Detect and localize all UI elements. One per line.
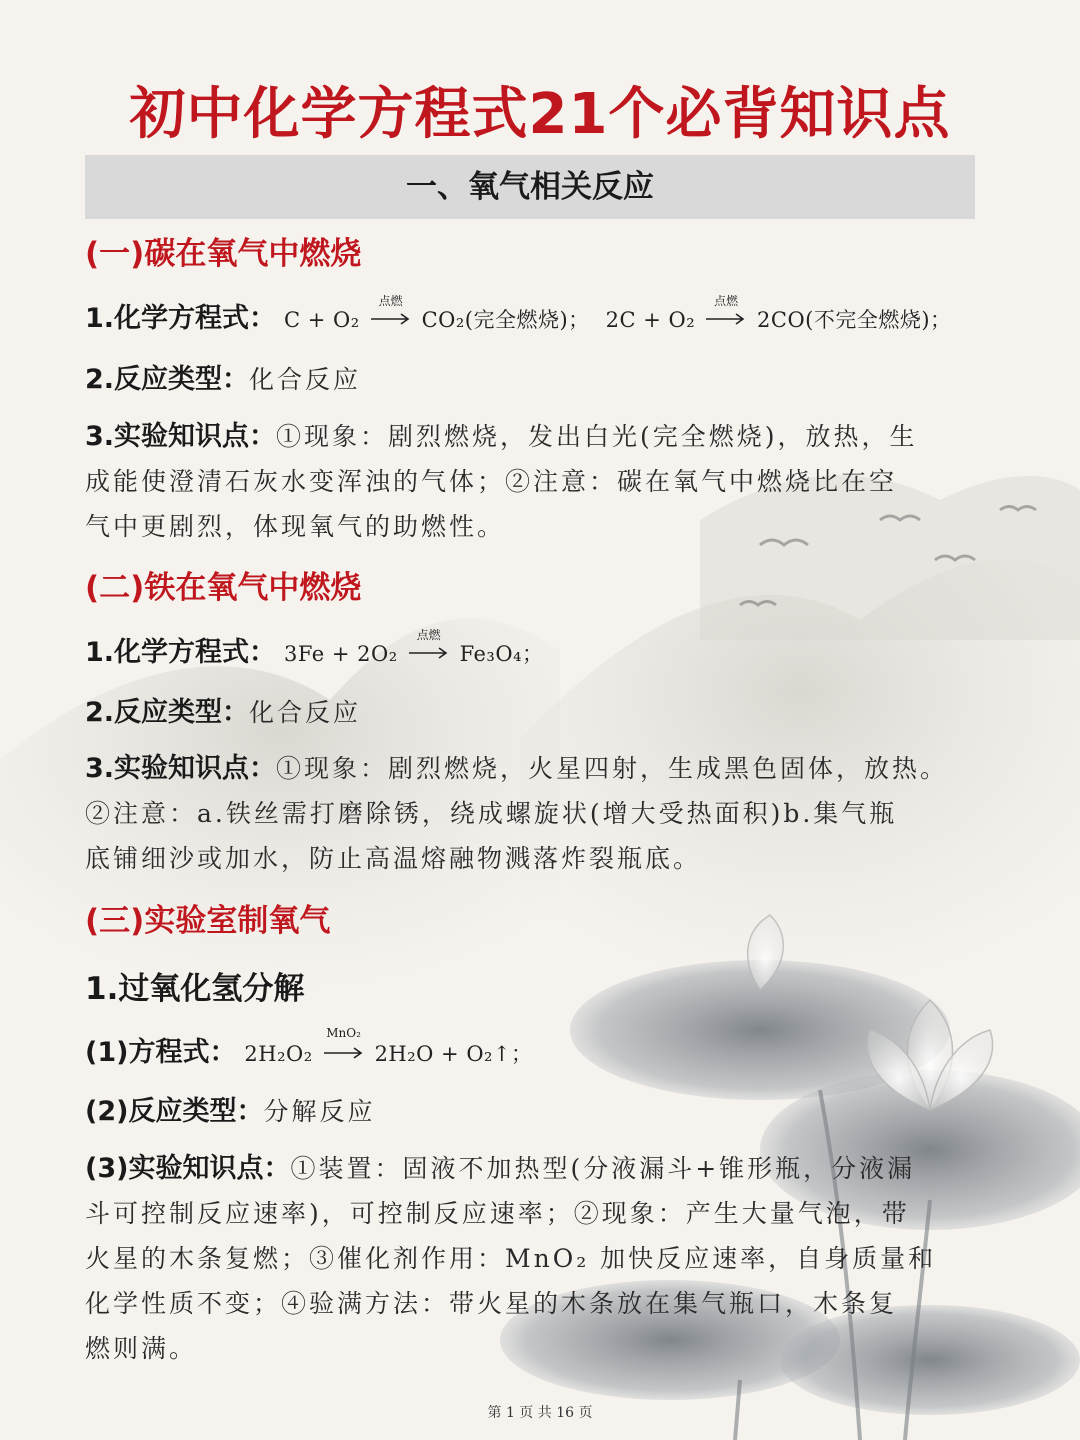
reaction-arrow-icon	[324, 1026, 364, 1063]
knowledge-text: 底铺细沙或加水，防止高温熔融物溅落炸裂瓶底。	[85, 844, 702, 873]
knowledge-text: ②注意：a.铁丝需打磨除锈，绕成螺旋状(增大受热面积)b.集气瓶	[85, 799, 898, 828]
equation-left: C + O₂	[284, 308, 360, 332]
reaction-type-label: (2)反应类型：	[85, 1096, 264, 1127]
knowledge-text: 化学性质不变；④验满方法：带火星的木条放在集气瓶口，木条复	[85, 1289, 898, 1318]
reaction-arrow-icon	[371, 294, 411, 329]
equation-label: 1.化学方程式：	[85, 303, 277, 334]
reaction-type-line	[85, 357, 361, 396]
subsection-heading: (三)实验室制氧气	[85, 903, 331, 939]
reaction-type-line	[85, 690, 361, 729]
section-heading: 一、氧气相关反应	[85, 155, 975, 219]
page-footer: 第 1 页 共 16 页	[487, 1405, 593, 1421]
equation-right: 2CO(不完全燃烧)；	[757, 308, 952, 332]
knowledge-paragraph	[85, 1146, 985, 1371]
equation-line	[85, 1026, 533, 1069]
equation-right: CO₂(完全燃烧)；	[421, 308, 590, 332]
equation-line	[85, 296, 952, 335]
reaction-condition: 点燃	[416, 628, 441, 642]
knowledge-text: 成能使澄清石灰水变浑浊的气体；②注意：碳在氧气中燃烧比在空	[85, 467, 898, 496]
equation-label: 1.化学方程式：	[85, 637, 277, 668]
knowledge-paragraph	[85, 414, 985, 549]
reaction-type-value: 化合反应	[249, 698, 362, 727]
reaction-type-value: 分解反应	[263, 1097, 376, 1126]
page-title: 初中化学方程式21个必背知识点	[129, 82, 951, 147]
reaction-type-label: 2.反应类型：	[85, 364, 250, 395]
knowledge-text: ①现象：剧烈燃烧，火星四射，生成黑色固体，放热。	[276, 754, 949, 783]
reaction-condition: 点燃	[378, 294, 403, 308]
knowledge-text: 斗可控制反应速率)，可控制反应速率；②现象：产生大量气泡，带	[85, 1199, 910, 1228]
reaction-arrow-icon	[706, 294, 746, 329]
reaction-type-line	[85, 1089, 375, 1128]
subsection-heading: (二)铁在氧气中燃烧	[85, 570, 362, 606]
knowledge-label: 3.实验知识点：	[85, 753, 277, 784]
knowledge-paragraph	[85, 746, 985, 881]
reaction-condition: MnO₂	[326, 1026, 361, 1040]
reaction-type-value: 化合反应	[249, 365, 362, 394]
equation-left: 2H₂O₂	[244, 1042, 313, 1066]
reaction-condition: 点燃	[714, 294, 739, 308]
knowledge-text: ①现象：剧烈燃烧，发出白光(完全燃烧)，放热，生	[276, 422, 918, 451]
equation-left: 2C + O₂	[605, 308, 696, 332]
knowledge-text: 火星的木条复燃；③催化剂作用：MnO₂ 加快反应速率，自身质量和	[85, 1244, 937, 1273]
knowledge-text: 燃则满。	[85, 1334, 198, 1363]
knowledge-label: (3)实验知识点：	[85, 1153, 291, 1184]
equation-right: 2H₂O + O₂↑；	[374, 1042, 533, 1066]
subsection-heading: (一)碳在氧气中燃烧	[85, 236, 362, 272]
equation-left: 3Fe + 2O₂	[284, 642, 398, 666]
reaction-arrow-icon	[409, 628, 449, 663]
item-heading: 1.过氧化氢分解	[85, 971, 305, 1007]
reaction-type-label: 2.反应类型：	[85, 697, 250, 728]
equation-label: (1)方程式：	[85, 1037, 237, 1068]
equation-line	[85, 630, 543, 669]
knowledge-text: 气中更剧烈，体现氧气的助燃性。	[85, 512, 506, 541]
equation-right: Fe₃O₄；	[459, 642, 544, 666]
knowledge-text: ①装置：固液不加热型(分液漏斗+锥形瓶，分液漏	[290, 1154, 916, 1183]
knowledge-label: 3.实验知识点：	[85, 421, 277, 452]
